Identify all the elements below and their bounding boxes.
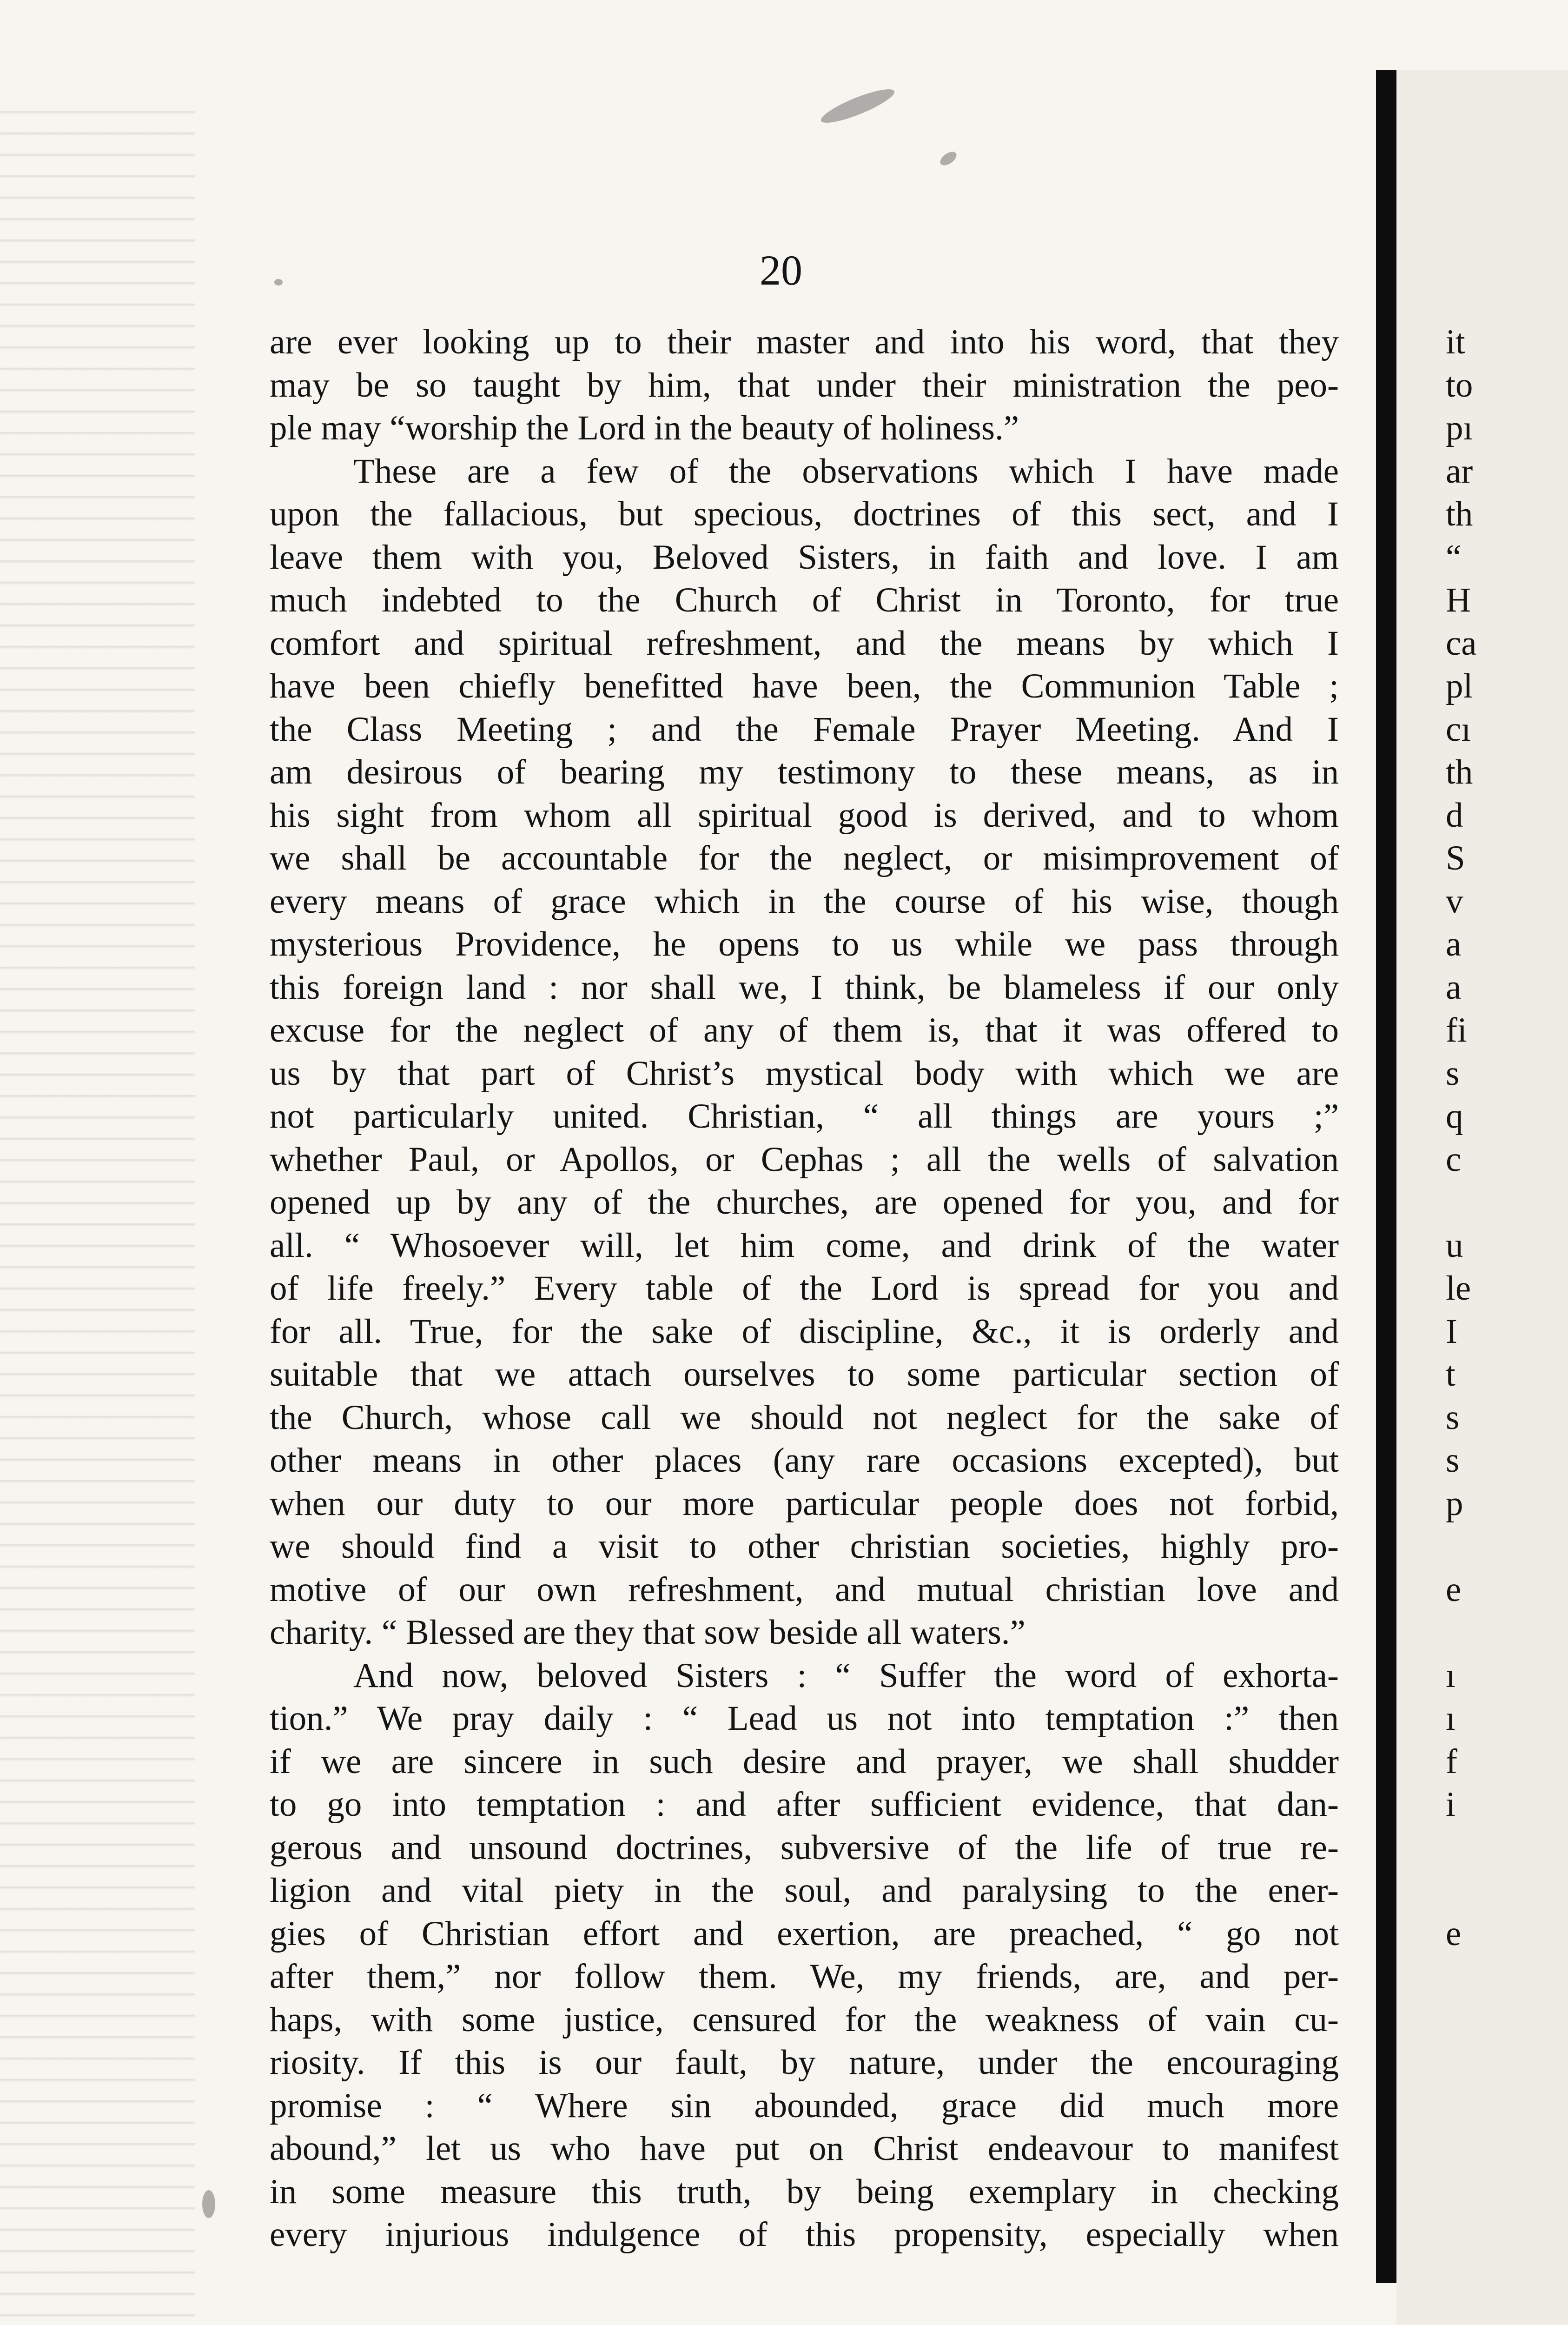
text-line: ple may “worship the Lord in the beauty of holiness.” <box>270 409 1019 447</box>
text-line: promise : “ Where sin abounded, grace did much more <box>270 2086 1339 2125</box>
text-line: other means in other places (any rare occasions excepted), but <box>270 1441 1339 1480</box>
text-line: These are a few of the observations which I have made <box>353 452 1339 491</box>
facing-page-fragment: p <box>1446 1484 1463 1523</box>
facing-page-fragment: f <box>1446 1742 1457 1781</box>
book-gutter-shadow <box>1376 70 1396 2283</box>
text-line: in some measure this truth, by being exemplary in checking <box>270 2172 1339 2211</box>
facing-page-fragment: to <box>1446 365 1473 405</box>
text-line: gies of Christian effort and exertion, are preached, “ go not <box>270 1914 1339 1953</box>
facing-page-fragment <box>1446 1181 1539 1224</box>
text-line: when our duty to our more particular people does not forbid, <box>270 1484 1339 1523</box>
text-line: the Church, whose call we should not neglect for the sake of <box>270 1398 1339 1437</box>
text-line: leave them with you, Beloved Sisters, in faith and love. I am <box>270 538 1339 577</box>
facing-page-fragment: u <box>1446 1226 1463 1265</box>
text-line: us by that part of Christ’s mystical body with which we are <box>270 1054 1339 1093</box>
text-line: whether Paul, or Apollos, or Cephas ; all the wells of salvation <box>270 1140 1339 1179</box>
text-line: am desirous of bearing my testimony to these means, as in <box>270 753 1339 791</box>
text-line: of life freely.” Every table of the Lord is spread for you and <box>270 1269 1339 1308</box>
facing-page-fragment: fi <box>1446 1011 1467 1050</box>
text-line: not particularly united. Christian, “ all things are yours ;” <box>270 1097 1339 1136</box>
text-line: are ever looking up to their master and into his word, that they <box>270 323 1339 361</box>
facing-page-fragment: a <box>1446 968 1462 1007</box>
text-line: may be so taught by him, that under their ministration the peo- <box>270 365 1339 405</box>
text-line: every means of grace which in the course of his wise, though <box>270 882 1339 921</box>
facing-page-fragment: s <box>1446 1054 1460 1093</box>
facing-page-fragment: I <box>1446 1312 1457 1351</box>
facing-page-fragment: ı <box>1446 1656 1456 1695</box>
text-line: after them,” nor follow them. We, my friends, are, and per- <box>270 1957 1339 1996</box>
text-line: motive of our own refreshment, and mutual christian love and <box>270 1570 1339 1609</box>
text-line: ligion and vital piety in the soul, and paralysing to the ener- <box>270 1871 1339 1910</box>
text-line: gerous and unsound doctrines, subversive of the life of true re- <box>270 1828 1339 1867</box>
scan-left-edge-noise <box>0 93 195 2325</box>
text-line: have been chiefly benefitted have been, the Communion Table ; <box>270 667 1339 705</box>
facing-page-fragment: th <box>1446 495 1473 533</box>
facing-page-fragment: it <box>1446 323 1465 361</box>
facing-page-fragment: s <box>1446 1398 1460 1437</box>
facing-page-text-fragments <box>1446 321 1539 1955</box>
facing-page-fragment: ı <box>1446 1699 1456 1738</box>
facing-page-fragment: cı <box>1446 710 1471 749</box>
text-line: every injurious indulgence of this propensity, especially when <box>270 2215 1339 2254</box>
text-line: upon the fallacious, but specious, doctrines of this sect, and I <box>270 495 1339 533</box>
page-number: 20 <box>760 246 802 294</box>
text-line: haps, with some justice, censured for the weakness of vain cu- <box>270 2000 1339 2039</box>
text-line: excuse for the neglect of any of them is, that it was offered to <box>270 1011 1339 1050</box>
body-text <box>270 321 1339 2257</box>
facing-page-fragment: ar <box>1446 452 1473 491</box>
text-line: suitable that we attach ourselves to some particular section of <box>270 1355 1339 1394</box>
facing-page-fragment: “ <box>1446 538 1462 577</box>
text-line: if we are sincere in such desire and prayer, we shall shudder <box>270 1742 1339 1781</box>
text-line: we should find a visit to other christian societies, highly pro- <box>270 1527 1339 1566</box>
text-line: mysterious Providence, he opens to us while we pass through <box>270 925 1339 963</box>
text-line: comfort and spiritual refreshment, and the means by which I <box>270 624 1339 663</box>
facing-page-fragment: ca <box>1446 624 1477 663</box>
facing-page-fragment: H <box>1446 581 1471 619</box>
text-line: all. “ Whosoever will, let him come, and drink of the water <box>270 1226 1339 1265</box>
text-line: And now, beloved Sisters : “ Suffer the word of exhorta- <box>353 1656 1339 1695</box>
text-line: tion.” We pray daily : “ Lead us not into temptation :” then <box>270 1699 1339 1738</box>
facing-page-fragment: th <box>1446 753 1473 791</box>
facing-page-fragment: S <box>1446 839 1465 877</box>
facing-page-fragment: c <box>1446 1140 1462 1179</box>
text-line: for all. True, for the sake of discipline, &c., it is orderly and <box>270 1312 1339 1351</box>
facing-page-fragment: a <box>1446 925 1462 963</box>
text-line: abound,” let us who have put on Christ endeavour to manifest <box>270 2129 1339 2168</box>
facing-page-fragment <box>1446 1611 1539 1654</box>
text-line: charity. “ Blessed are they that sow beside all waters.” <box>270 1613 1025 1652</box>
facing-page-fragment: le <box>1446 1269 1471 1308</box>
facing-page-fragment: s <box>1446 1441 1460 1480</box>
facing-page-fragment: pl <box>1446 667 1473 705</box>
facing-page-fragment: t <box>1446 1355 1456 1394</box>
ink-smudge <box>202 2190 215 2218</box>
facing-page-fragment: e <box>1446 1914 1462 1953</box>
text-line: his sight from whom all spiritual good is derived, and to whom <box>270 796 1339 835</box>
ink-smudge <box>818 83 897 128</box>
text-line: riosity. If this is our fault, by nature, under the encouraging <box>270 2043 1339 2082</box>
facing-page-fragment: d <box>1446 796 1463 835</box>
facing-page-fragment: v <box>1446 882 1463 921</box>
facing-page-fragment: e <box>1446 1570 1462 1609</box>
facing-page-fragment: pı <box>1446 409 1473 447</box>
text-line: much indebted to the Church of Christ in Toronto, for true <box>270 581 1339 619</box>
facing-page-fragment <box>1446 1827 1539 1870</box>
text-line: the Class Meeting ; and the Female Prayer Meeting. And I <box>270 710 1339 749</box>
text-line: to go into temptation : and after sufficient evidence, that dan- <box>270 1785 1339 1824</box>
facing-page-fragment: i <box>1446 1785 1456 1824</box>
facing-page-fragment: q <box>1446 1097 1463 1136</box>
text-line: opened up by any of the churches, are opened for you, and for <box>270 1183 1339 1222</box>
text-line: this foreign land : nor shall we, I think, be blameless if our only <box>270 968 1339 1007</box>
text-line: we shall be accountable for the neglect, or misimprovement of <box>270 839 1339 877</box>
facing-page-fragment <box>1446 1869 1539 1913</box>
ink-smudge <box>274 279 283 286</box>
facing-page-fragment <box>1446 1525 1539 1568</box>
ink-smudge <box>938 149 959 168</box>
